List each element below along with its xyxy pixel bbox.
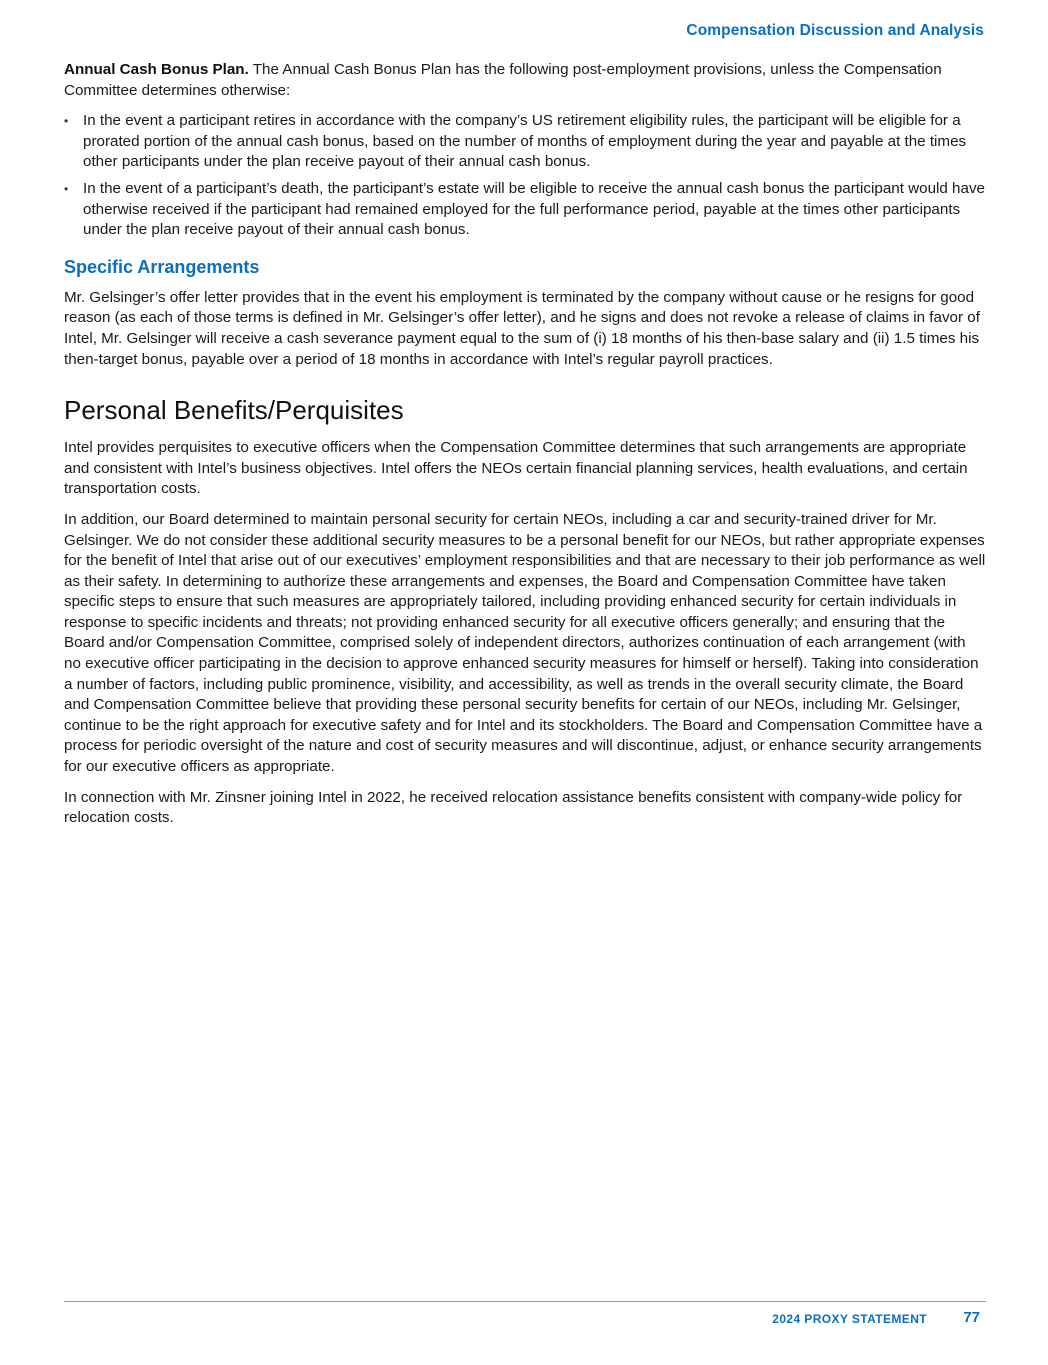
bonus-plan-bullets bbox=[64, 111, 986, 241]
bullet-icon: • bbox=[64, 181, 69, 196]
specific-arrangements-paragraph: Mr. Gelsinger’s offer letter provides that in the event his employment is terminated by the company without cause or he resigns for good reason (as each of those terms is defined in Mr. Gelsinger’s offer letter), and he signs and does not revoke a release of claims in favor of Intel, Mr. Gelsinger will receive a cash severance payment equal to the sum of (i) 18 months of his then-base salary and (ii) 1.5 times his then-target bonus, payable over a period of 18 months in accordance with Intel’s regular payroll practices. bbox=[64, 288, 980, 368]
list-item bbox=[64, 111, 986, 173]
footer-label: 2024 PROXY STATEMENT bbox=[772, 1312, 927, 1326]
page-content bbox=[64, 60, 986, 839]
bonus-plan-intro-text: The Annual Cash Bonus Plan has the following post-employment provisions, unless the Compensation Committee determines otherwise: bbox=[64, 61, 942, 99]
running-header: Compensation Discussion and Analysis bbox=[686, 22, 984, 39]
bullet-text: In the event a participant retires in accordance with the company’s US retirement eligibility rules, the participant will be eligible for a prorated portion of the annual cash bonus, based on the number of months of employment during the year and payable at the times other participants under the plan receive payout of their annual cash bonus. bbox=[83, 112, 967, 171]
bullet-icon: • bbox=[64, 114, 69, 129]
personal-benefits-heading: Personal Benefits/Perquisites bbox=[64, 395, 404, 426]
list-item bbox=[64, 179, 986, 241]
bonus-plan-lead: Annual Cash Bonus Plan. bbox=[64, 61, 249, 78]
personal-benefits-paragraph-3: In connection with Mr. Zinsner joining Intel in 2022, he received relocation assistance benefits consistent with company-wide policy for relocation costs. bbox=[64, 788, 963, 827]
page-number: 77 bbox=[963, 1309, 980, 1326]
bullet-text: In the event of a participant’s death, the participant’s estate will be eligible to receive the annual cash bonus the participant would have otherwise received if the participant had remained employed for the full performance period, payable at the times other participants under the plan receive payout of their annual cash bonus. bbox=[83, 179, 985, 239]
personal-benefits-paragraph-1: Intel provides perquisites to executive officers when the Compensation Committee determines that such arrangements are appropriate and consistent with Intel’s business objectives. Intel offers the NEOs certain financial planning services, health evaluations, and certain transportation costs. bbox=[64, 439, 968, 498]
bonus-plan-intro bbox=[64, 60, 986, 101]
personal-benefits-paragraph-2: In addition, our Board determined to maintain personal security for certain NEOs, including a car and security-trained driver for Mr. Gelsinger. We do not consider these additional security measures to be a personal benefit for our NEOs, but rather appropriate expenses for the benefit of Intel that arise out of our executives’ employment responsibilities and that are necessary to their job performance as well as their safety. In determining to authorize these arrangements and expenses, the Board and Compensation Committee have taken specific steps to ensure that such measures are appropriately tailored, including providing enhanced security for certain individuals in response to specific incidents and threats; not providing enhanced security for all executive officers generally; and ensuring that the Board and/or Compensation Committee, comprised solely of independent directors, authorizes continuation of each arrangement (with no executive officer participating in the decision to approve enhanced security measures for himself or herself). Taking into consideration a number of factors, including public prominence, visibility, and accessibility, as well as trends in the overall security climate, the Board and Compensation Committee believe that providing these personal security benefits for certain of our NEOs, including Mr. Gelsinger, continue to be the right approach for executive safety and for Intel and its stockholders. The Board and Compensation Committee have a process for periodic oversight of the nature and cost of security measures and will discontinue, adjust, or enhance security arrangements for our executive officers as appropriate. bbox=[64, 510, 986, 776]
footer-divider bbox=[64, 1301, 986, 1302]
specific-arrangements-heading: Specific Arrangements bbox=[64, 256, 260, 277]
